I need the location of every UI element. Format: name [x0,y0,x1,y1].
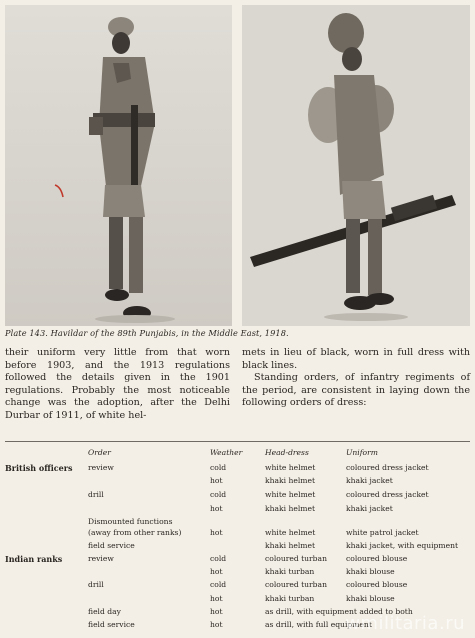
row-head-dress: coloured turban [265,554,327,563]
body-column-left [5,347,230,423]
row-head-dress: white helmet [265,490,316,499]
table-header-row [5,448,470,460]
row-head-dress: khaki helmet [265,541,316,550]
table-row [5,528,470,540]
table-row [5,594,470,606]
table-row [5,463,470,475]
row-order: field day [88,607,121,616]
row-weather: hot [210,620,223,629]
row-group: Indian ranks [5,554,63,564]
row-uniform: coloured blouse [346,554,408,563]
photo-havildar-pointing [5,5,232,326]
table-row [5,580,470,592]
table-row [5,490,470,502]
row-weather: hot [210,607,223,616]
row-uniform: khaki jacket [346,504,393,513]
paragraph-left: their uniform very little from that worn before 1903, and the 1913 regulations followed the details given in the 1901 regulations. Probably the most noticeable change was the adoption, after the Delhi Durbar of 1911, of white hel- [5,347,230,421]
row-head-dress: white helmet [265,463,316,472]
paragraph-right-2: Standing orders, of infantry regiments of the period, are consistent in laying down the following orders of dress: [242,372,470,409]
row-order: review [88,463,114,472]
paragraph-right-1: mets in lieu of black, worn in full dress with black lines. [242,347,470,371]
row-weather: hot [210,528,223,537]
row-order: (away from other ranks) [88,528,182,537]
row-uniform: khaki jacket, with equipment [346,541,459,550]
row-weather: cold [210,463,227,472]
row-weather: cold [210,580,227,589]
row-head-dress: as drill, with equipment added to both [265,607,413,616]
row-order: field service [88,541,135,550]
row-head-dress: coloured turban [265,580,327,589]
row-uniform: white patrol jacket [346,528,419,537]
row-order: review [88,554,114,563]
header-uniform: Uniform [346,448,378,457]
table-top-rule [5,441,470,442]
row-weather: hot [210,567,223,576]
photo-soldier-machine-gun [242,5,470,326]
row-uniform: khaki blouse [346,567,395,576]
row-head-dress: khaki helmet [265,476,316,485]
row-uniform: coloured dress jacket [346,490,429,499]
row-order: Dismounted functions [88,517,173,526]
row-head-dress: khaki turban [265,594,315,603]
row-order: drill [88,490,104,499]
header-head-dress: Head-dress [265,448,309,457]
row-group: British officers [5,463,73,473]
row-uniform: coloured blouse [346,580,408,589]
table-row [5,476,470,488]
table-row [5,541,470,553]
row-weather: cold [210,554,227,563]
body-column-right [242,347,470,410]
row-head-dress: khaki helmet [265,504,316,513]
header-order: Order [88,448,111,457]
row-weather: hot [210,476,223,485]
row-uniform: khaki blouse [346,594,395,603]
row-head-dress: khaki turban [265,567,315,576]
watermark-text: wmilitaria.ru [345,613,465,634]
header-weather: Weather [210,448,243,457]
table-row [5,567,470,579]
table-row [5,504,470,516]
table-row [5,554,470,566]
plate-caption: Plate 143. Havildar of the 89th Punjabis, in the Middle East, 1918. [5,328,289,338]
row-head-dress: as drill, with full equipment [265,620,372,629]
row-weather: hot [210,504,223,513]
row-head-dress: white helmet [265,528,316,537]
row-weather: hot [210,594,223,603]
row-order: field service [88,620,135,629]
row-order: drill [88,580,104,589]
row-uniform: khaki jacket [346,476,393,485]
row-weather: cold [210,490,227,499]
row-uniform: coloured dress jacket [346,463,429,472]
